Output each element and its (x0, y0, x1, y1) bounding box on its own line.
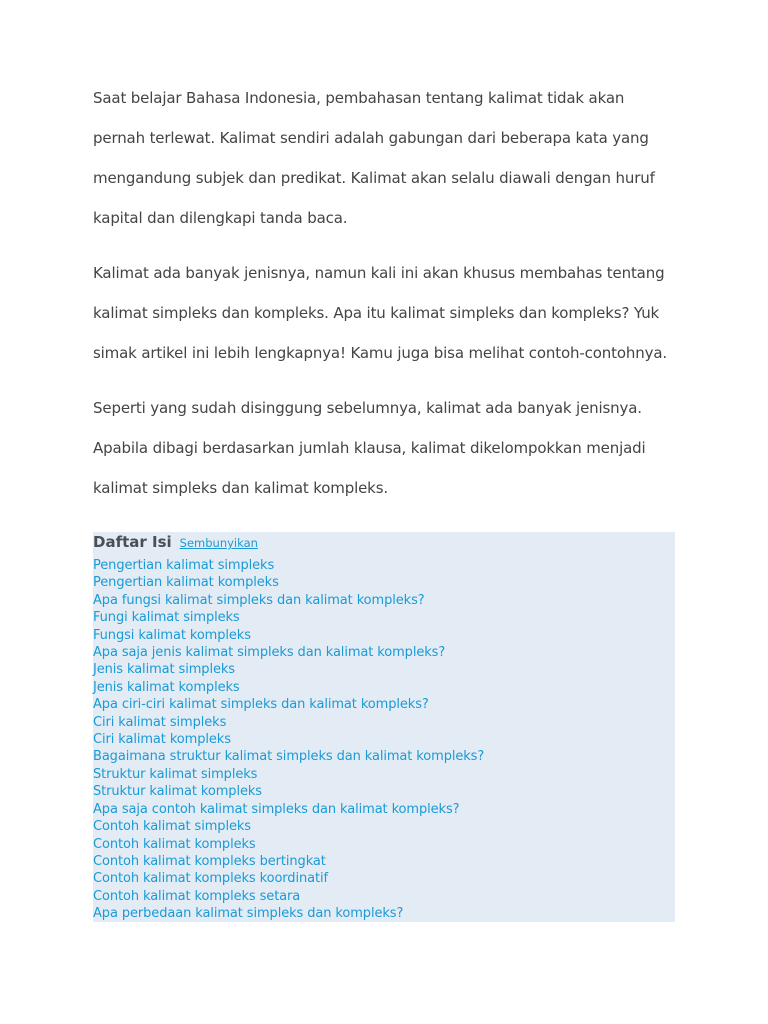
toc-item[interactable]: Apa perbedaan kalimat simpleks dan kompleks? (93, 906, 404, 922)
article-body (93, 78, 675, 523)
toc-item[interactable]: Apa ciri-ciri kalimat simpleks dan kalimat kompleks? (93, 697, 429, 713)
toc-item[interactable]: Struktur kalimat simpleks (93, 766, 258, 782)
toc-item[interactable]: Ciri kalimat kompleks (93, 732, 231, 748)
toc-item[interactable]: Jenis kalimat kompleks (93, 679, 240, 695)
toc-item[interactable]: Bagaimana struktur kalimat simpleks dan kalimat kompleks? (93, 749, 485, 765)
toc-header (93, 532, 675, 557)
toc-item[interactable]: Contoh kalimat kompleks (93, 836, 256, 852)
toc-item[interactable]: Jenis kalimat simpleks (93, 662, 235, 678)
toc-item[interactable]: Apa saja contoh kalimat simpleks dan kalimat kompleks? (93, 801, 460, 817)
paragraph: Kalimat ada banyak jenisnya, namun kali ini akan khusus membahas tentang kalimat simpleks dan kompleks. Apa itu kalimat simpleks dan kompleks? Yuk simak artikel ini lebih lengkapnya! Kamu juga bisa melihat contoh-contohnya. (93, 264, 667, 362)
toc-item[interactable]: Contoh kalimat kompleks koordinatif (93, 871, 328, 887)
paragraph: Saat belajar Bahasa Indonesia, pembahasan tentang kalimat tidak akan pernah terlewat. Kalimat sendiri adalah gabungan dari beberapa kata yang mengandung subjek dan predikat. Kalimat akan selalu diawali dengan huruf kapital dan dilengkapi tanda baca. (93, 89, 655, 227)
toc-item[interactable]: Fungi kalimat simpleks (93, 610, 240, 626)
toc-item[interactable]: Apa fungsi kalimat simpleks dan kalimat kompleks? (93, 592, 425, 608)
toc-item[interactable]: Fungsi kalimat kompleks (93, 627, 251, 643)
toc-title: Daftar Isi (93, 533, 172, 551)
toc-item[interactable]: Apa saja jenis kalimat simpleks dan kalimat kompleks? (93, 645, 446, 661)
toc-item[interactable]: Ciri kalimat simpleks (93, 714, 227, 730)
paragraph: Seperti yang sudah disinggung sebelumnya, kalimat ada banyak jenisnya. Apabila dibagi berdasarkan jumlah klausa, kalimat dikelompokkan menjadi kalimat simpleks dan kalimat kompleks. (93, 399, 646, 497)
toc-item[interactable]: Contoh kalimat kompleks setara (93, 888, 301, 904)
toc-list (93, 557, 675, 923)
toc-item[interactable]: Contoh kalimat simpleks (93, 819, 251, 835)
toc-item[interactable]: Contoh kalimat kompleks bertingkat (93, 853, 326, 869)
toc-item[interactable]: Pengertian kalimat simpleks (93, 558, 275, 573)
toc-item[interactable]: Struktur kalimat kompleks (93, 784, 262, 800)
toc-hide-link[interactable]: Sembunyikan (179, 536, 258, 550)
toc-item[interactable]: Pengertian kalimat kompleks (93, 575, 279, 591)
table-of-contents (93, 532, 675, 922)
